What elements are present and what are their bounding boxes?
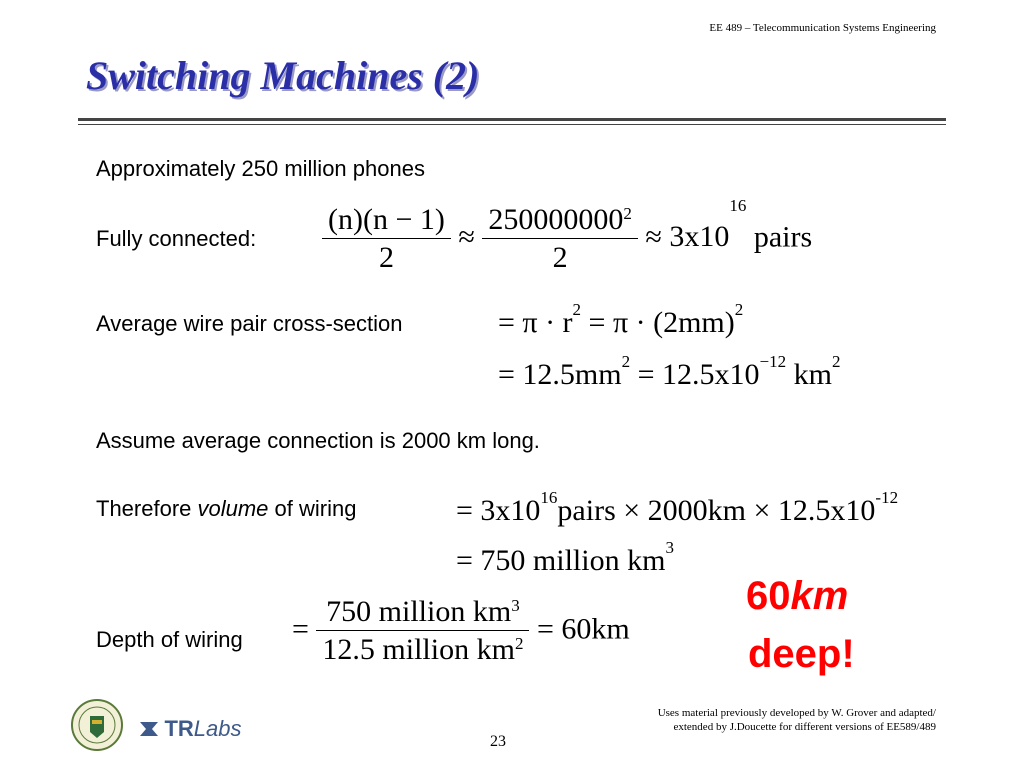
depth-equation: = $\frac{750 million km^3}{12.5 million km^2}$ = 60km (292, 594, 630, 669)
fully-connected-label: Fully connected: (96, 226, 257, 251)
fully-connected-equation (322, 196, 813, 277)
university-seal-icon (70, 698, 124, 752)
slide-title: Switching Machines (2) (86, 53, 480, 98)
cross-section-label: Average wire pair cross-section (96, 311, 403, 336)
page-number: 23 (490, 733, 506, 750)
volume-line1: = $3x10^{16}pairs \times 2000km \times 12.5x10^{-12}$ (456, 488, 899, 527)
trlabs-mark-icon (138, 718, 160, 740)
title-divider-thick (78, 118, 946, 121)
credit-note: Uses material previously developed by W. Grover and adapted/ extended by J.Doucette for different versions of EE589/489 (657, 707, 936, 733)
title-divider-thin (78, 124, 946, 125)
volume-label: Therefore volume of wiring (96, 496, 357, 521)
depth-label: Depth of wiring (96, 627, 243, 652)
fc-numerator-1: (n)(n − 1) (322, 202, 451, 239)
depth-callout-word: deep! (748, 632, 855, 676)
depth-numerator: 750 million $km^3$ (316, 594, 529, 631)
fc-unit: pairs (753, 220, 813, 254)
depth-denominator: 12.5 million $km^2$ (322, 633, 524, 666)
approx-symbol-2: ≈ (645, 220, 662, 254)
fc-fraction-1 (322, 202, 451, 277)
volume-line2: = 750 million $km^3$ (456, 538, 674, 577)
depth-callout-value: 60km (746, 574, 849, 618)
fc-result: $3x10^{16}$ (669, 196, 747, 254)
fc-numerator-2: 250000000$^2$ (482, 202, 638, 239)
phones-text: Approximately 250 million phones (96, 156, 425, 181)
trlabs-logo: TRLabs (138, 716, 242, 742)
assume-text: Assume average connection is 2000 km long. (96, 428, 540, 453)
cross-section-line1: = $\pi \cdot r^2 = \pi \cdot (2mm)^2$ (498, 300, 744, 339)
fc-fraction-2 (482, 202, 638, 277)
cross-section-line2: = $12.5mm^2 = 12.5x10^{-12}$ $km^2$ (498, 352, 841, 391)
fc-denominator-2: 2 (552, 241, 568, 274)
course-header: EE 489 – Telecommunication Systems Engineering (709, 22, 936, 34)
depth-fraction (316, 594, 529, 669)
approx-symbol-1: ≈ (458, 220, 475, 254)
fc-denominator-1: 2 (378, 241, 394, 274)
